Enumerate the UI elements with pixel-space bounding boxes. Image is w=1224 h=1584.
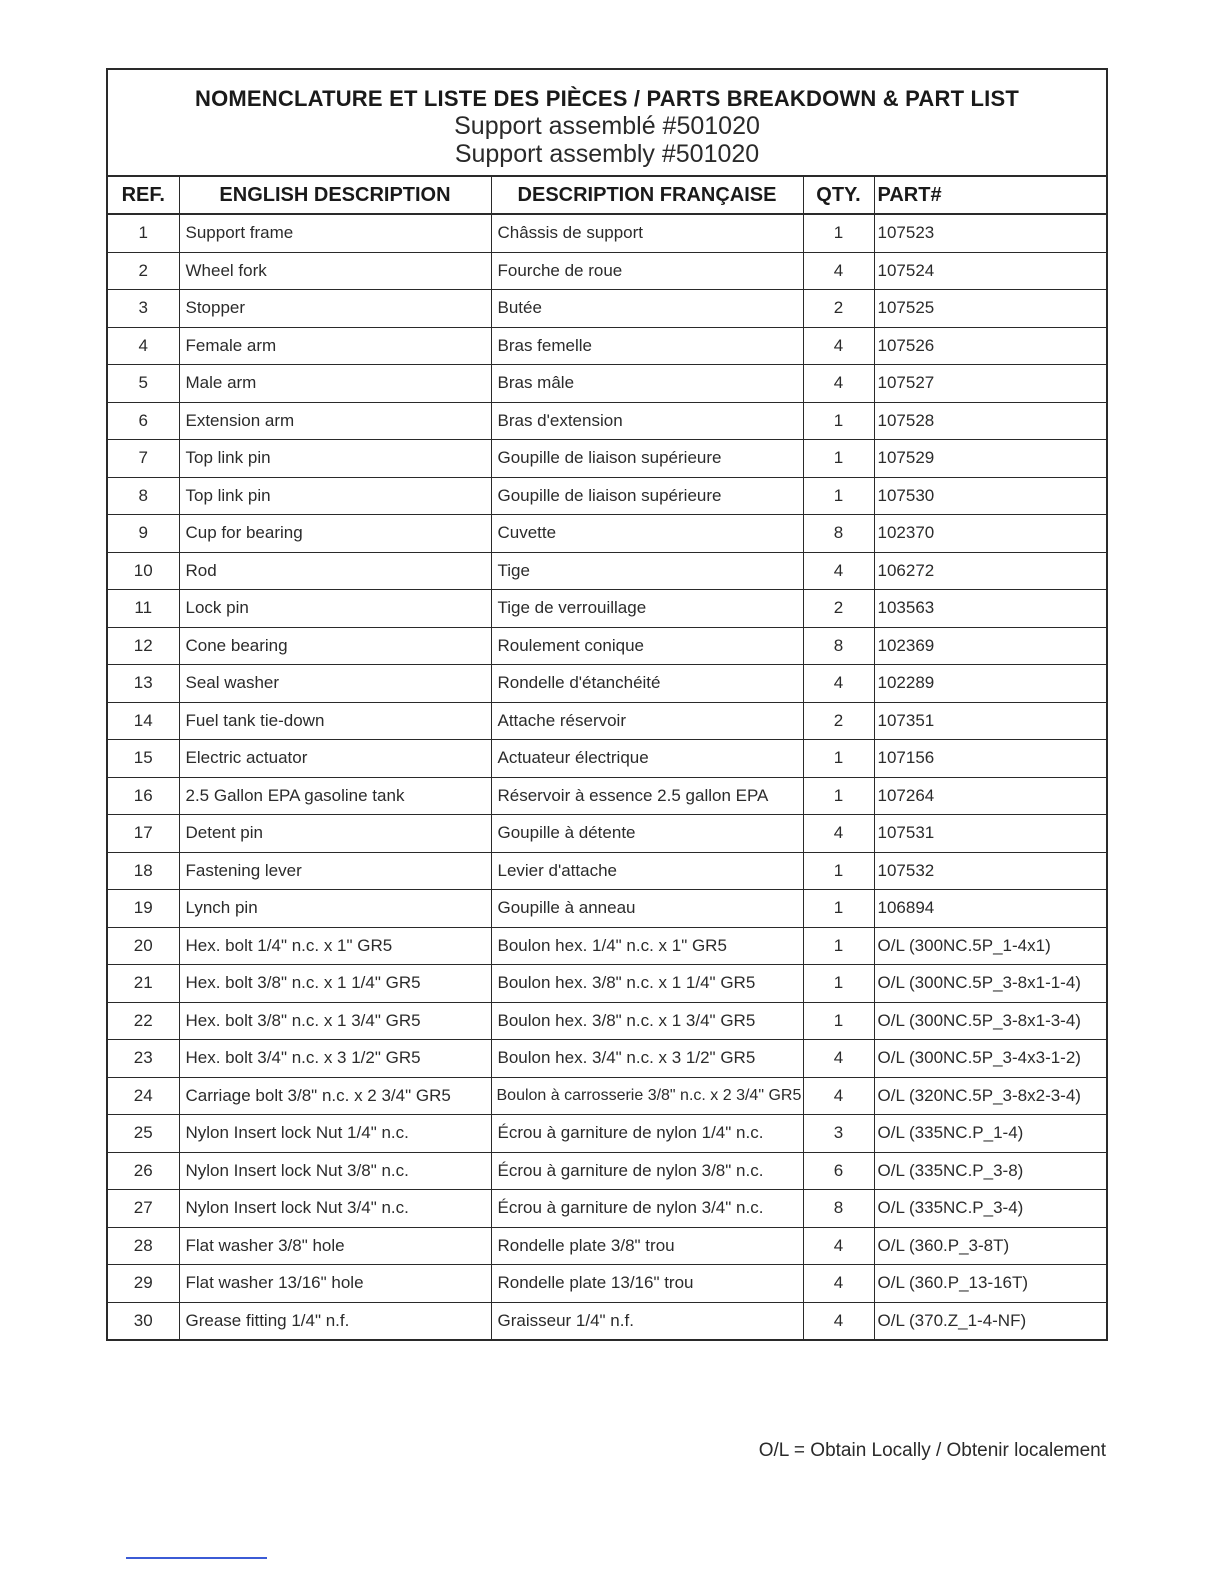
table-row — [108, 927, 1106, 965]
english-description-cell: Flat washer 3/8" hole — [179, 1227, 491, 1265]
quantity-cell: 1 — [803, 890, 874, 928]
part-number-cell: O/L (300NC.5P_3-8x1-1-4) — [874, 965, 1106, 1003]
quantity-cell: 2 — [803, 590, 874, 628]
quantity-cell: 1 — [803, 214, 874, 252]
part-number-cell: 107532 — [874, 852, 1106, 890]
quantity-cell: 1 — [803, 965, 874, 1003]
table-row — [108, 477, 1106, 515]
part-number-cell: O/L (360.P_3-8T) — [874, 1227, 1106, 1265]
table-row — [108, 1152, 1106, 1190]
table-row — [108, 1302, 1106, 1339]
table-row — [108, 1002, 1106, 1040]
french-description-cell: Rondelle d'étanchéité — [491, 665, 803, 703]
french-description-cell: Écrou à garniture de nylon 3/4" n.c. — [491, 1190, 803, 1228]
table-row — [108, 1040, 1106, 1078]
quantity-cell: 2 — [803, 702, 874, 740]
part-number-cell: 107527 — [874, 365, 1106, 403]
title-block — [108, 70, 1106, 177]
french-description-cell: Boulon hex. 3/4" n.c. x 3 1/2" GR5 — [491, 1040, 803, 1078]
french-description-cell: Bras femelle — [491, 327, 803, 365]
english-description-cell: Rod — [179, 552, 491, 590]
french-description-cell: Attache réservoir — [491, 702, 803, 740]
part-number-cell: 107523 — [874, 214, 1106, 252]
french-description-cell: Levier d'attache — [491, 852, 803, 890]
french-description-cell: Boulon hex. 3/8" n.c. x 1 1/4" GR5 — [491, 965, 803, 1003]
english-description-cell: Female arm — [179, 327, 491, 365]
part-ref-cell: 20 — [108, 927, 179, 965]
part-ref-cell: 26 — [108, 1152, 179, 1190]
quantity-cell: 6 — [803, 1152, 874, 1190]
column-header-ref: REF. — [108, 177, 179, 214]
english-description-cell: Fastening lever — [179, 852, 491, 890]
french-description-cell: Fourche de roue — [491, 252, 803, 290]
part-ref-cell: 3 — [108, 290, 179, 328]
part-ref-cell: 9 — [108, 515, 179, 553]
part-number-cell: 107526 — [874, 327, 1106, 365]
french-description-cell: Écrou à garniture de nylon 1/4" n.c. — [491, 1115, 803, 1153]
quantity-cell: 4 — [803, 1302, 874, 1339]
french-description-cell: Tige de verrouillage — [491, 590, 803, 628]
part-ref-cell: 5 — [108, 365, 179, 403]
assembly-name-fr: Support assemblé #501020 — [454, 112, 760, 140]
part-ref-cell: 27 — [108, 1190, 179, 1228]
part-number-cell: O/L (300NC.5P_1-4x1) — [874, 927, 1106, 965]
english-description-cell: Electric actuator — [179, 740, 491, 778]
table-header-row — [108, 177, 1106, 214]
part-number-cell: 103563 — [874, 590, 1106, 628]
part-ref-cell: 24 — [108, 1077, 179, 1115]
quantity-cell: 8 — [803, 515, 874, 553]
assembly-name-en: Support assembly #501020 — [454, 140, 760, 168]
english-description-cell: Nylon Insert lock Nut 1/4" n.c. — [179, 1115, 491, 1153]
part-number-cell: O/L (335NC.P_1-4) — [874, 1115, 1106, 1153]
french-description-cell: Boulon hex. 3/8" n.c. x 1 3/4" GR5 — [491, 1002, 803, 1040]
table-row — [108, 740, 1106, 778]
table-row — [108, 515, 1106, 553]
table-row — [108, 965, 1106, 1003]
table-row — [108, 815, 1106, 853]
part-ref-cell: 4 — [108, 327, 179, 365]
column-header-english: ENGLISH DESCRIPTION — [179, 177, 491, 214]
part-number-cell: 106272 — [874, 552, 1106, 590]
part-ref-cell: 2 — [108, 252, 179, 290]
quantity-cell: 4 — [803, 815, 874, 853]
part-ref-cell: 25 — [108, 1115, 179, 1153]
part-number-cell: O/L (335NC.P_3-8) — [874, 1152, 1106, 1190]
english-description-cell: Hex. bolt 1/4" n.c. x 1" GR5 — [179, 927, 491, 965]
english-description-cell: 2.5 Gallon EPA gasoline tank — [179, 777, 491, 815]
quantity-cell: 4 — [803, 552, 874, 590]
english-description-cell: Male arm — [179, 365, 491, 403]
document-title: NOMENCLATURE ET LISTE DES PIÈCES / PARTS BREAKDOWN & PART LIST — [195, 86, 1019, 111]
parts-list-sheet — [106, 68, 1108, 1341]
english-description-cell: Fuel tank tie-down — [179, 702, 491, 740]
french-description-cell: Bras d'extension — [491, 402, 803, 440]
quantity-cell: 1 — [803, 927, 874, 965]
parts-table-body — [108, 214, 1106, 1339]
english-description-cell: Carriage bolt 3/8" n.c. x 2 3/4" GR5 — [179, 1077, 491, 1115]
english-description-cell: Cone bearing — [179, 627, 491, 665]
quantity-cell: 4 — [803, 1265, 874, 1303]
part-ref-cell: 19 — [108, 890, 179, 928]
english-description-cell: Hex. bolt 3/8" n.c. x 1 3/4" GR5 — [179, 1002, 491, 1040]
part-number-cell: 102370 — [874, 515, 1106, 553]
french-description-cell: Goupille de liaison supérieure — [491, 477, 803, 515]
table-row — [108, 777, 1106, 815]
french-description-cell: Rondelle plate 3/8" trou — [491, 1227, 803, 1265]
table-row — [108, 1115, 1106, 1153]
part-number-cell: O/L (320NC.5P_3-8x2-3-4) — [874, 1077, 1106, 1115]
table-row — [108, 852, 1106, 890]
part-ref-cell: 10 — [108, 552, 179, 590]
part-number-cell: 107531 — [874, 815, 1106, 853]
part-number-cell: 102369 — [874, 627, 1106, 665]
english-description-cell: Extension arm — [179, 402, 491, 440]
french-description-cell: Boulon hex. 1/4" n.c. x 1" GR5 — [491, 927, 803, 965]
english-description-cell: Nylon Insert lock Nut 3/4" n.c. — [179, 1190, 491, 1228]
english-description-cell: Flat washer 13/16" hole — [179, 1265, 491, 1303]
part-ref-cell: 28 — [108, 1227, 179, 1265]
french-description-cell: Écrou à garniture de nylon 3/8" n.c. — [491, 1152, 803, 1190]
quantity-cell: 4 — [803, 1227, 874, 1265]
french-description-cell: Goupille à anneau — [491, 890, 803, 928]
table-row — [108, 402, 1106, 440]
part-ref-cell: 6 — [108, 402, 179, 440]
part-number-cell: 107351 — [874, 702, 1106, 740]
table-row — [108, 590, 1106, 628]
part-ref-cell: 16 — [108, 777, 179, 815]
part-ref-cell: 8 — [108, 477, 179, 515]
divider-line — [126, 1557, 267, 1559]
table-row — [108, 440, 1106, 478]
table-row — [108, 627, 1106, 665]
table-row — [108, 327, 1106, 365]
quantity-cell: 1 — [803, 1002, 874, 1040]
french-description-cell: Châssis de support — [491, 214, 803, 252]
quantity-cell: 4 — [803, 252, 874, 290]
quantity-cell: 4 — [803, 327, 874, 365]
french-description-cell: Goupille à détente — [491, 815, 803, 853]
english-description-cell: Stopper — [179, 290, 491, 328]
part-ref-cell: 29 — [108, 1265, 179, 1303]
part-ref-cell: 18 — [108, 852, 179, 890]
french-description-cell: Actuateur électrique — [491, 740, 803, 778]
english-description-cell: Lock pin — [179, 590, 491, 628]
part-number-cell: O/L (300NC.5P_3-4x3-1-2) — [874, 1040, 1106, 1078]
quantity-cell: 1 — [803, 477, 874, 515]
english-description-cell: Hex. bolt 3/4" n.c. x 3 1/2" GR5 — [179, 1040, 491, 1078]
english-description-cell: Wheel fork — [179, 252, 491, 290]
footnote: O/L = Obtain Locally / Obtenir localement — [758, 1440, 1106, 1461]
part-ref-cell: 30 — [108, 1302, 179, 1339]
part-ref-cell: 17 — [108, 815, 179, 853]
french-description-cell: Cuvette — [491, 515, 803, 553]
part-ref-cell: 7 — [108, 440, 179, 478]
column-header-part: PART# — [874, 177, 1106, 214]
quantity-cell: 1 — [803, 440, 874, 478]
part-number-cell: O/L (360.P_13-16T) — [874, 1265, 1106, 1303]
quantity-cell: 1 — [803, 740, 874, 778]
table-row — [108, 1077, 1106, 1115]
part-ref-cell: 21 — [108, 965, 179, 1003]
english-description-cell: Top link pin — [179, 477, 491, 515]
part-number-cell: 102289 — [874, 665, 1106, 703]
table-row — [108, 290, 1106, 328]
part-ref-cell: 1 — [108, 214, 179, 252]
part-ref-cell: 22 — [108, 1002, 179, 1040]
quantity-cell: 4 — [803, 1040, 874, 1078]
english-description-cell: Top link pin — [179, 440, 491, 478]
column-header-qty: QTY. — [803, 177, 874, 214]
quantity-cell: 1 — [803, 777, 874, 815]
table-row — [108, 214, 1106, 252]
quantity-cell: 2 — [803, 290, 874, 328]
quantity-cell: 3 — [803, 1115, 874, 1153]
part-number-cell: 107156 — [874, 740, 1106, 778]
part-ref-cell: 15 — [108, 740, 179, 778]
table-row — [108, 552, 1106, 590]
part-ref-cell: 11 — [108, 590, 179, 628]
part-number-cell: O/L (300NC.5P_3-8x1-3-4) — [874, 1002, 1106, 1040]
quantity-cell: 8 — [803, 627, 874, 665]
quantity-cell: 8 — [803, 1190, 874, 1228]
english-description-cell: Support frame — [179, 214, 491, 252]
table-row — [108, 252, 1106, 290]
part-ref-cell: 23 — [108, 1040, 179, 1078]
part-number-cell: 107264 — [874, 777, 1106, 815]
part-number-cell: 107529 — [874, 440, 1106, 478]
part-number-cell: 107528 — [874, 402, 1106, 440]
quantity-cell: 4 — [803, 1077, 874, 1115]
table-row — [108, 1227, 1106, 1265]
part-number-cell: 107524 — [874, 252, 1106, 290]
parts-table — [108, 177, 1106, 1339]
french-description-cell: Rondelle plate 13/16" trou — [491, 1265, 803, 1303]
french-description-cell: Goupille de liaison supérieure — [491, 440, 803, 478]
table-row — [108, 665, 1106, 703]
table-row — [108, 365, 1106, 403]
english-description-cell: Cup for bearing — [179, 515, 491, 553]
part-ref-cell: 14 — [108, 702, 179, 740]
french-description-cell: Tige — [491, 552, 803, 590]
part-number-cell: 107530 — [874, 477, 1106, 515]
quantity-cell: 1 — [803, 852, 874, 890]
french-description-cell: Bras mâle — [491, 365, 803, 403]
english-description-cell: Lynch pin — [179, 890, 491, 928]
french-description-cell: Graisseur 1/4" n.f. — [491, 1302, 803, 1339]
french-description-cell: Butée — [491, 290, 803, 328]
table-row — [108, 1265, 1106, 1303]
quantity-cell: 1 — [803, 402, 874, 440]
english-description-cell: Seal washer — [179, 665, 491, 703]
part-number-cell: O/L (370.Z_1-4-NF) — [877, 1310, 1027, 1330]
quantity-cell: 4 — [803, 665, 874, 703]
english-description-cell: Hex. bolt 3/8" n.c. x 1 1/4" GR5 — [179, 965, 491, 1003]
french-description-cell: Boulon à carrosserie 3/8" n.c. x 2 3/4" GR5 — [491, 1077, 803, 1115]
english-description-cell: Nylon Insert lock Nut 3/8" n.c. — [179, 1152, 491, 1190]
column-header-french: DESCRIPTION FRANÇAISE — [491, 177, 803, 214]
part-ref-cell: 12 — [108, 627, 179, 665]
french-description-cell: Roulement conique — [491, 627, 803, 665]
table-row — [108, 890, 1106, 928]
table-row — [108, 1190, 1106, 1228]
part-ref-cell: 13 — [108, 665, 179, 703]
part-number-cell: O/L (335NC.P_3-4) — [874, 1190, 1106, 1228]
part-number-cell: 106894 — [874, 890, 1106, 928]
table-row — [108, 702, 1106, 740]
english-description-cell: Detent pin — [179, 815, 491, 853]
quantity-cell: 4 — [803, 365, 874, 403]
part-number-cell: 107525 — [874, 290, 1106, 328]
french-description-cell: Réservoir à essence 2.5 gallon EPA — [491, 777, 803, 815]
english-description-cell: Grease fitting 1/4" n.f. — [179, 1302, 491, 1339]
